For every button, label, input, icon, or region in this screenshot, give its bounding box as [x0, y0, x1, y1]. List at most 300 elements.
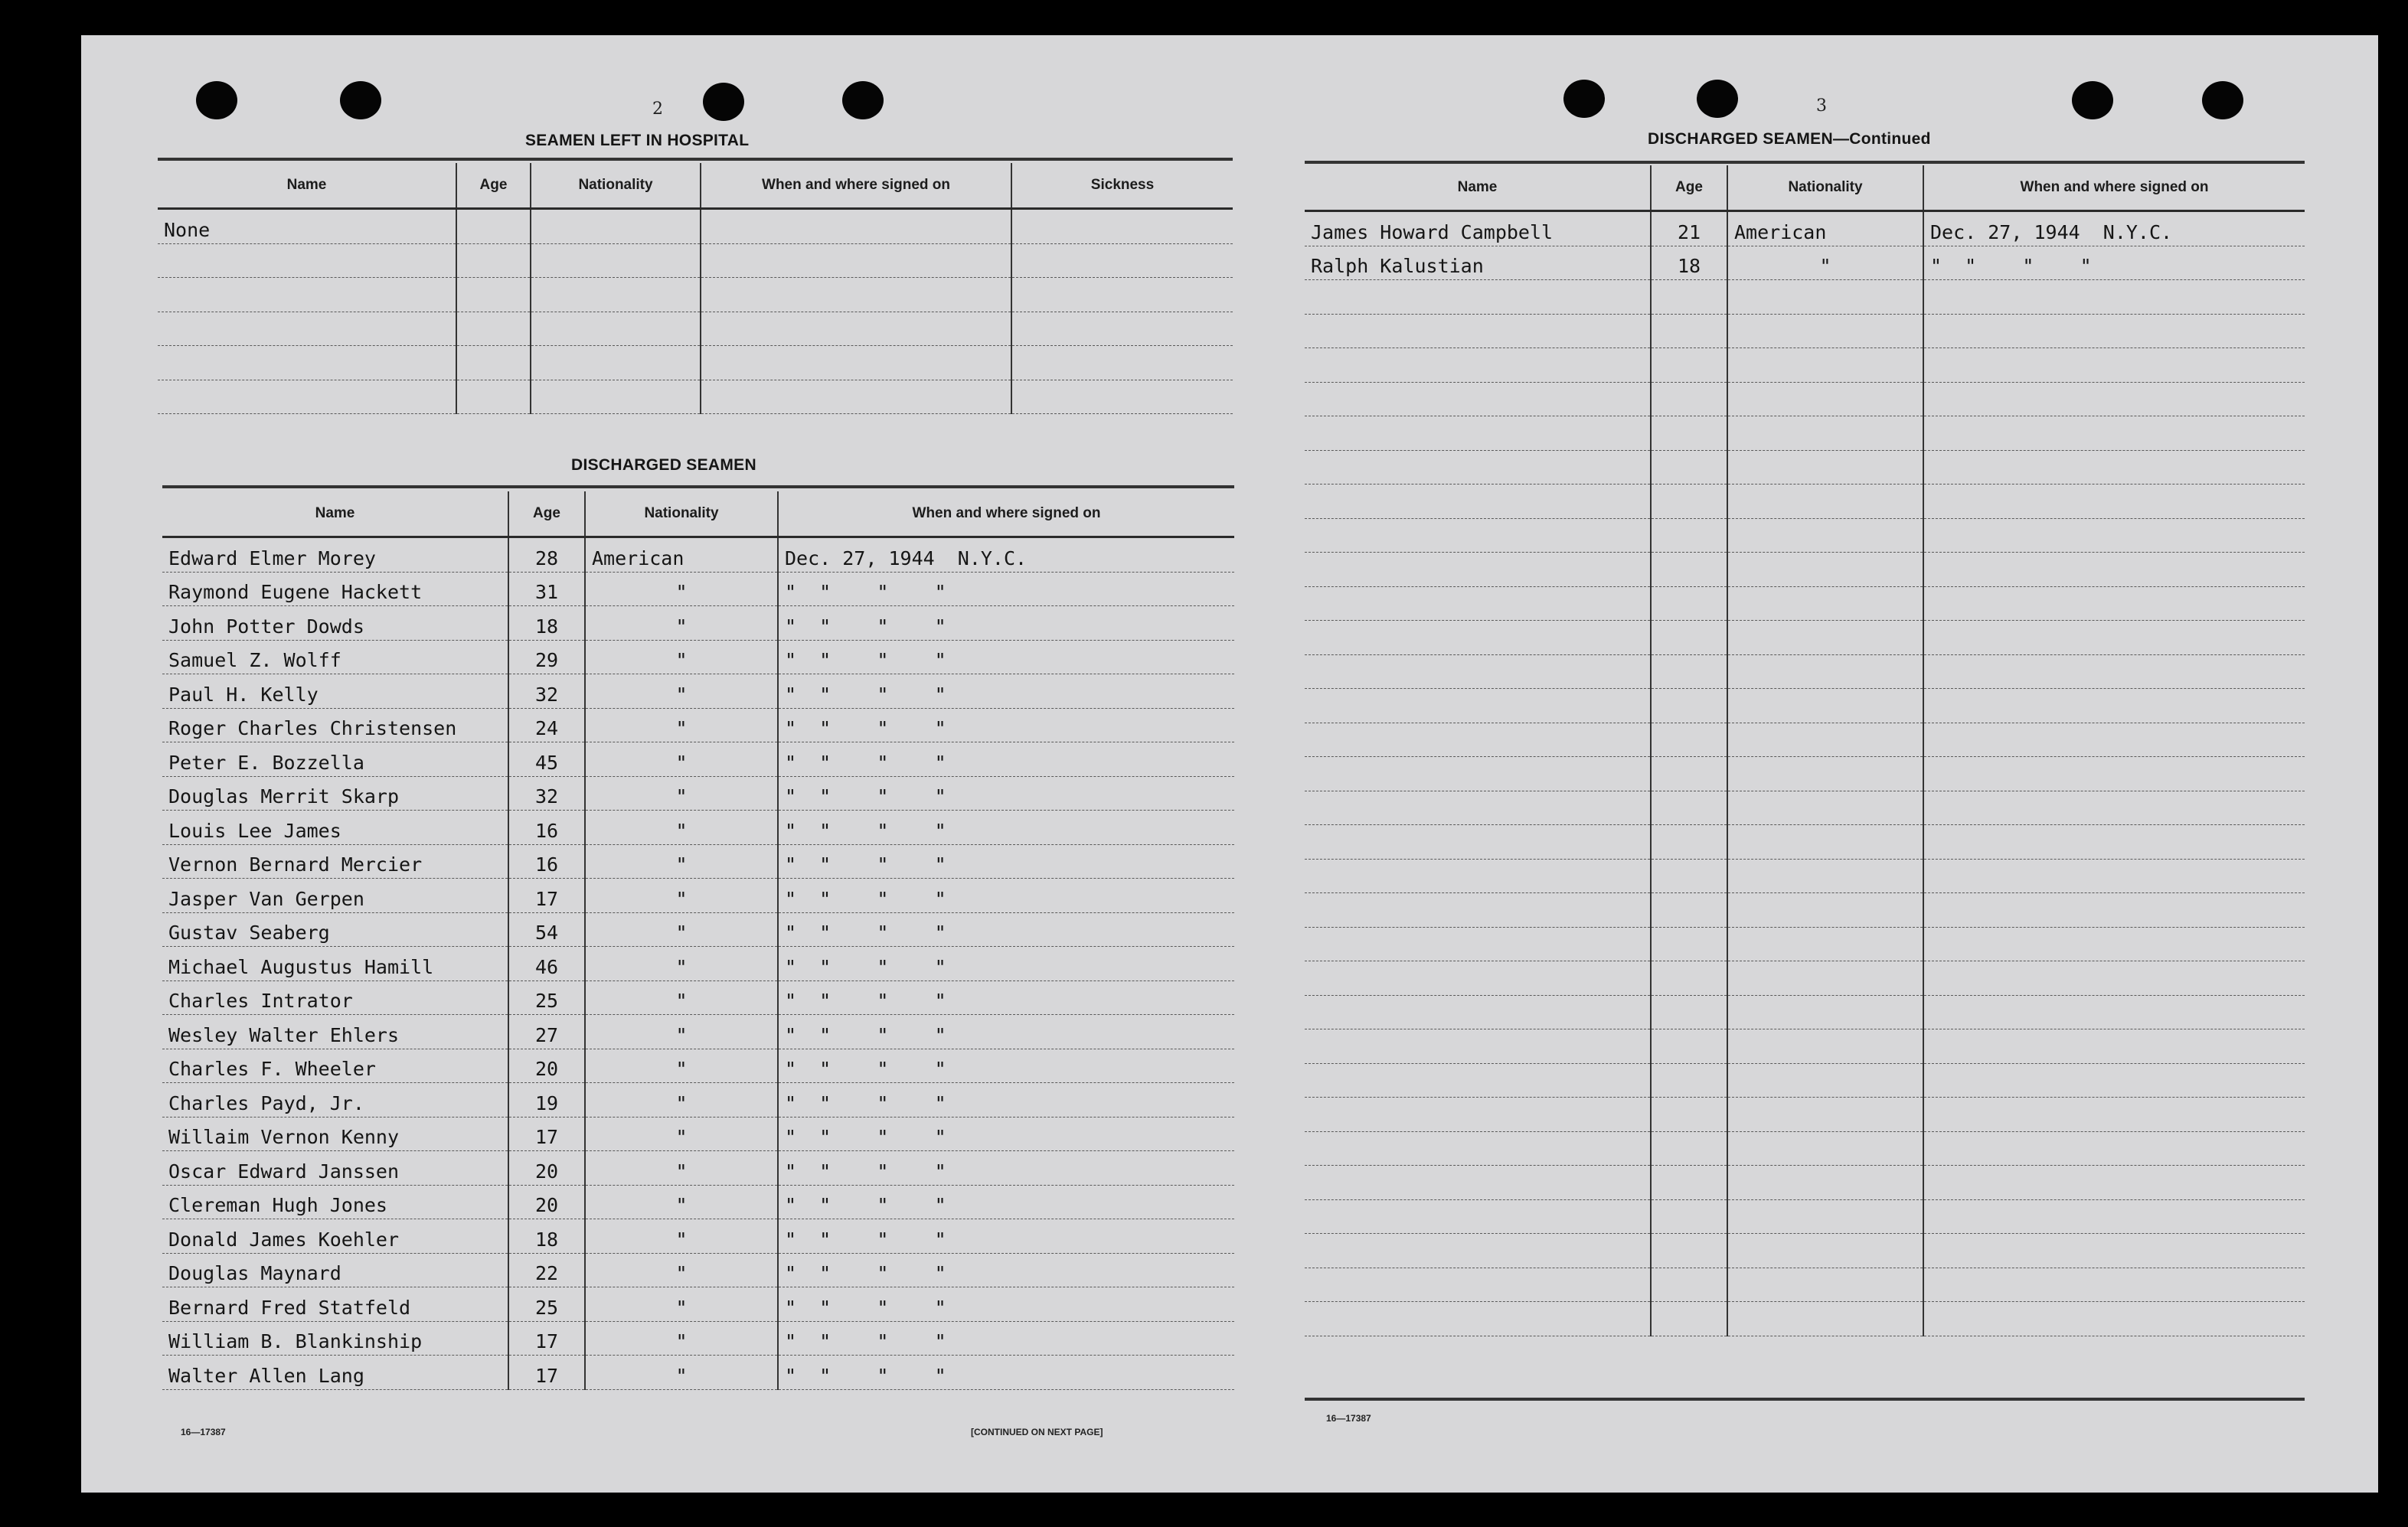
hospital-table-rule [158, 158, 1233, 161]
table-row [162, 879, 1234, 913]
nationality-cell: " [585, 742, 778, 777]
column-header-name: Name [1305, 165, 1651, 211]
age-cell: 28 [508, 537, 585, 573]
age-cell [1651, 1029, 1727, 1064]
table-row [162, 811, 1234, 845]
signed-on-cell: " " " " [778, 674, 1234, 709]
nationality-cell: " [585, 1185, 778, 1219]
name-cell [1305, 961, 1651, 996]
name-cell [1305, 586, 1651, 621]
age-cell: 31 [508, 572, 585, 606]
signed-on-cell: " " " " [778, 1151, 1234, 1186]
age-cell: 21 [1651, 211, 1727, 246]
table-row [162, 844, 1234, 879]
age-cell [1651, 1234, 1727, 1268]
hospital-table [158, 163, 1233, 414]
table-row [1305, 621, 2305, 655]
signed-on-cell: " " " " [778, 606, 1234, 641]
name-cell [1305, 825, 1651, 860]
age-cell: 25 [508, 1287, 585, 1322]
name-cell [158, 278, 456, 312]
column-header-name: Name [158, 163, 456, 209]
nationality-cell [1727, 621, 1923, 655]
age-cell [1651, 382, 1727, 416]
age-cell [1651, 757, 1727, 791]
table-row [1305, 1098, 2305, 1132]
nationality-cell: " [1727, 246, 1923, 280]
name-cell: Charles Payd, Jr. [162, 1083, 508, 1118]
name-cell: Wesley Walter Ehlers [162, 1015, 508, 1049]
age-cell [1651, 553, 1727, 587]
age-cell [1651, 518, 1727, 553]
nationality-cell [1727, 791, 1923, 825]
nationality-cell [1727, 1029, 1923, 1064]
table-row [162, 1117, 1234, 1151]
continued-table-bottom-rule [1305, 1398, 2305, 1401]
nationality-cell [1727, 1199, 1923, 1234]
continued-section-title: DISCHARGED SEAMEN—Continued [1648, 130, 1931, 148]
age-cell [1651, 689, 1727, 723]
age-cell: 46 [508, 947, 585, 981]
name-cell: Michael Augustus Hamill [162, 947, 508, 981]
nationality-cell [1727, 382, 1923, 416]
table-row [1305, 314, 2305, 348]
table-row [1305, 1268, 2305, 1302]
age-cell [1651, 280, 1727, 315]
name-cell [1305, 1098, 1651, 1132]
nationality-cell [1727, 927, 1923, 961]
hospital-section-title: SEAMEN LEFT IN HOSPITAL [525, 132, 750, 149]
nationality-cell: " [585, 1253, 778, 1287]
signed-on-cell [1923, 791, 2305, 825]
table-row [162, 708, 1234, 742]
table-row [1305, 246, 2305, 280]
table-row [162, 537, 1234, 573]
table-row [162, 606, 1234, 641]
table-row [162, 1253, 1234, 1287]
name-cell: Donald James Koehler [162, 1219, 508, 1254]
column-header-signed-on: When and where signed on [778, 491, 1234, 537]
signed-on-cell [1923, 1234, 2305, 1268]
name-cell [1305, 553, 1651, 587]
column-header-nationality: Nationality [531, 163, 701, 209]
name-cell: Charles Intrator [162, 980, 508, 1015]
signed-on-cell: " " " " [778, 1253, 1234, 1287]
name-cell [1305, 995, 1651, 1029]
table-row [162, 1083, 1234, 1118]
name-cell [1305, 348, 1651, 383]
nationality-cell [1727, 723, 1923, 757]
name-cell [1305, 416, 1651, 451]
signed-on-cell: " " " " [778, 742, 1234, 777]
nationality-cell [1727, 859, 1923, 893]
nationality-cell [1727, 825, 1923, 860]
name-cell [1305, 485, 1651, 519]
nationality-cell: " [585, 1151, 778, 1186]
column-header-nationality: Nationality [1727, 165, 1923, 211]
nationality-cell: " [585, 572, 778, 606]
table-row [162, 1049, 1234, 1083]
nationality-cell [1727, 961, 1923, 996]
age-cell [456, 209, 531, 244]
age-cell: 29 [508, 640, 585, 674]
nationality-cell: " [585, 811, 778, 845]
column-header-age: Age [1651, 165, 1727, 211]
signed-on-cell: " " " " [778, 1083, 1234, 1118]
nationality-cell [1727, 689, 1923, 723]
sickness-cell [1011, 380, 1233, 414]
name-cell: Charles F. Wheeler [162, 1049, 508, 1083]
signed-on-cell [701, 312, 1011, 346]
age-cell [1651, 621, 1727, 655]
name-cell: Vernon Bernard Mercier [162, 844, 508, 879]
table-row [162, 1219, 1234, 1254]
table-row [162, 1321, 1234, 1356]
nationality-cell: " [585, 1049, 778, 1083]
name-cell [1305, 859, 1651, 893]
name-cell [1305, 1063, 1651, 1098]
age-cell: 20 [508, 1151, 585, 1186]
name-cell: Ralph Kalustian [1305, 246, 1651, 280]
nationality-cell: " [585, 1321, 778, 1356]
table-row [158, 209, 1233, 244]
signed-on-cell: " " " " [778, 811, 1234, 845]
signed-on-cell [701, 278, 1011, 312]
signed-on-cell: " " " " [778, 1049, 1234, 1083]
column-header-age: Age [508, 491, 585, 537]
nationality-cell [1727, 1234, 1923, 1268]
nationality-cell [1727, 1098, 1923, 1132]
nationality-cell: " [585, 1015, 778, 1049]
nationality-cell: " [585, 606, 778, 641]
age-cell: 18 [1651, 246, 1727, 280]
nationality-cell [1727, 654, 1923, 689]
punch-hole [842, 81, 884, 119]
age-cell: 54 [508, 912, 585, 947]
age-cell: 16 [508, 844, 585, 879]
table-row [1305, 1199, 2305, 1234]
nationality-cell: " [585, 1287, 778, 1322]
age-cell [1651, 314, 1727, 348]
name-cell: William B. Blankinship [162, 1321, 508, 1356]
signed-on-cell: " " " " [778, 980, 1234, 1015]
signed-on-cell: " " " " [778, 640, 1234, 674]
table-row [1305, 1234, 2305, 1268]
continued-table-rule [1305, 161, 2305, 164]
age-cell: 17 [508, 1117, 585, 1151]
age-cell [1651, 723, 1727, 757]
table-row [1305, 586, 2305, 621]
continued-note: [CONTINUED ON NEXT PAGE] [971, 1427, 1103, 1437]
age-cell [456, 312, 531, 346]
nationality-cell [1727, 314, 1923, 348]
nationality-cell [531, 209, 701, 244]
age-cell: 45 [508, 742, 585, 777]
signed-on-cell: " " " " [778, 879, 1234, 913]
age-cell: 32 [508, 776, 585, 811]
table-row [1305, 1029, 2305, 1064]
name-cell: Oscar Edward Janssen [162, 1151, 508, 1186]
nationality-cell [531, 243, 701, 278]
table-row [1305, 654, 2305, 689]
signed-on-cell: " " " " [778, 1321, 1234, 1356]
table-row [158, 346, 1233, 380]
discharged-table [162, 491, 1234, 1390]
nationality-cell [1727, 1268, 1923, 1302]
name-cell: None [158, 209, 456, 244]
name-cell [1305, 723, 1651, 757]
nationality-cell [1727, 1131, 1923, 1166]
nationality-cell: " [585, 708, 778, 742]
column-header-sickness: Sickness [1011, 163, 1233, 209]
signed-on-cell [1923, 586, 2305, 621]
signed-on-cell: " " " " [778, 1356, 1234, 1390]
nationality-cell [1727, 348, 1923, 383]
table-row [162, 947, 1234, 981]
nationality-cell [1727, 1063, 1923, 1098]
signed-on-cell [1923, 621, 2305, 655]
signed-on-cell [1923, 280, 2305, 315]
name-cell: Clereman Hugh Jones [162, 1185, 508, 1219]
table-row [1305, 791, 2305, 825]
nationality-cell [1727, 450, 1923, 485]
table-row [162, 1356, 1234, 1390]
name-cell [1305, 621, 1651, 655]
nationality-cell [531, 380, 701, 414]
nationality-cell [1727, 893, 1923, 928]
name-cell [1305, 689, 1651, 723]
punch-hole [1697, 80, 1738, 118]
name-cell: Douglas Maynard [162, 1253, 508, 1287]
age-cell [1651, 586, 1727, 621]
name-cell [1305, 314, 1651, 348]
name-cell [158, 346, 456, 380]
signed-on-cell [1923, 689, 2305, 723]
table-row [162, 640, 1234, 674]
signed-on-cell [1923, 485, 2305, 519]
name-cell: James Howard Campbell [1305, 211, 1651, 246]
table-row [1305, 825, 2305, 860]
table-row [162, 1185, 1234, 1219]
age-cell [456, 278, 531, 312]
document-sheet [81, 35, 2378, 1493]
name-cell: Louis Lee James [162, 811, 508, 845]
signed-on-cell: " " " " [778, 844, 1234, 879]
age-cell [1651, 485, 1727, 519]
signed-on-cell [1923, 1063, 2305, 1098]
table-row [1305, 280, 2305, 315]
column-header-signed-on: When and where signed on [1923, 165, 2305, 211]
sickness-cell [1011, 346, 1233, 380]
table-row [1305, 485, 2305, 519]
signed-on-cell: Dec. 27, 1944 N.Y.C. [778, 537, 1234, 573]
signed-on-cell [1923, 1098, 2305, 1132]
age-cell [1651, 1302, 1727, 1336]
name-cell: Walter Allen Lang [162, 1356, 508, 1390]
name-cell [1305, 1268, 1651, 1302]
name-cell [1305, 893, 1651, 928]
table-row [162, 776, 1234, 811]
age-cell: 32 [508, 674, 585, 709]
name-cell [1305, 1029, 1651, 1064]
name-cell: John Potter Dowds [162, 606, 508, 641]
nationality-cell: " [585, 980, 778, 1015]
page-number-right: 3 [1816, 96, 1827, 116]
nationality-cell [1727, 586, 1923, 621]
signed-on-cell [1923, 757, 2305, 791]
table-row [158, 380, 1233, 414]
name-cell [1305, 450, 1651, 485]
form-number-right: 16—17387 [1326, 1413, 1371, 1424]
signed-on-cell [1923, 1131, 2305, 1166]
table-row [1305, 723, 2305, 757]
nationality-cell: " [585, 1219, 778, 1254]
age-cell [1651, 893, 1727, 928]
table-row [1305, 859, 2305, 893]
sickness-cell [1011, 312, 1233, 346]
name-cell [1305, 927, 1651, 961]
table-row [1305, 961, 2305, 996]
nationality-cell: " [585, 879, 778, 913]
table-row [1305, 518, 2305, 553]
table-row [162, 912, 1234, 947]
continued-table [1305, 165, 2305, 1336]
table-row [1305, 382, 2305, 416]
signed-on-cell [1923, 1166, 2305, 1200]
table-row [162, 1287, 1234, 1322]
nationality-cell: " [585, 1356, 778, 1390]
age-cell [1651, 825, 1727, 860]
signed-on-cell [1923, 961, 2305, 996]
name-cell [1305, 757, 1651, 791]
signed-on-cell [1923, 450, 2305, 485]
table-row [162, 572, 1234, 606]
signed-on-cell [1923, 553, 2305, 587]
table-row [162, 742, 1234, 777]
nationality-cell [1727, 280, 1923, 315]
signed-on-cell: " " " " [778, 947, 1234, 981]
nationality-cell [1727, 518, 1923, 553]
age-cell: 27 [508, 1015, 585, 1049]
signed-on-cell [701, 209, 1011, 244]
name-cell [158, 380, 456, 414]
discharged-section-title: DISCHARGED SEAMEN [571, 456, 756, 474]
table-row [1305, 1302, 2305, 1336]
table-row [1305, 893, 2305, 928]
age-cell: 17 [508, 879, 585, 913]
signed-on-cell: Dec. 27, 1944 N.Y.C. [1923, 211, 2305, 246]
nationality-cell [1727, 485, 1923, 519]
name-cell [1305, 1234, 1651, 1268]
nationality-cell: " [585, 947, 778, 981]
signed-on-cell [1923, 893, 2305, 928]
age-cell [456, 243, 531, 278]
name-cell [1305, 518, 1651, 553]
signed-on-cell [1923, 1029, 2305, 1064]
name-cell: Edward Elmer Morey [162, 537, 508, 573]
signed-on-cell [701, 346, 1011, 380]
signed-on-cell [1923, 348, 2305, 383]
signed-on-cell: " " " " [1923, 246, 2305, 280]
age-cell: 20 [508, 1185, 585, 1219]
table-row [1305, 689, 2305, 723]
age-cell [1651, 450, 1727, 485]
signed-on-cell: " " " " [778, 572, 1234, 606]
name-cell [1305, 280, 1651, 315]
nationality-cell [1727, 416, 1923, 451]
signed-on-cell: " " " " [778, 1117, 1234, 1151]
table-row [1305, 1166, 2305, 1200]
nationality-cell: " [585, 776, 778, 811]
name-cell [1305, 1302, 1651, 1336]
age-cell [1651, 791, 1727, 825]
signed-on-cell: " " " " [778, 708, 1234, 742]
table-row [1305, 1131, 2305, 1166]
nationality-cell: " [585, 1117, 778, 1151]
table-row [1305, 995, 2305, 1029]
nationality-cell [531, 312, 701, 346]
age-cell [456, 346, 531, 380]
table-row [1305, 211, 2305, 246]
nationality-cell [1727, 995, 1923, 1029]
age-cell [456, 380, 531, 414]
sickness-cell [1011, 243, 1233, 278]
nationality-cell: American [585, 537, 778, 573]
age-cell [1651, 416, 1727, 451]
table-row [1305, 927, 2305, 961]
nationality-cell: " [585, 674, 778, 709]
signed-on-cell [1923, 1268, 2305, 1302]
form-number-left: 16—17387 [181, 1427, 226, 1437]
name-cell: Douglas Merrit Skarp [162, 776, 508, 811]
name-cell: Raymond Eugene Hackett [162, 572, 508, 606]
age-cell [1651, 348, 1727, 383]
signed-on-cell [1923, 859, 2305, 893]
age-cell [1651, 1098, 1727, 1132]
column-header-age: Age [456, 163, 531, 209]
signed-on-cell: " " " " [778, 1185, 1234, 1219]
signed-on-cell: " " " " [778, 776, 1234, 811]
table-row [162, 980, 1234, 1015]
column-header-name: Name [162, 491, 508, 537]
punch-hole [340, 81, 381, 119]
table-row [162, 1151, 1234, 1186]
age-cell [1651, 995, 1727, 1029]
age-cell: 25 [508, 980, 585, 1015]
signed-on-cell [1923, 1199, 2305, 1234]
age-cell: 16 [508, 811, 585, 845]
nationality-cell: " [585, 640, 778, 674]
page-number-left: 2 [652, 100, 663, 119]
signed-on-cell [1923, 518, 2305, 553]
signed-on-cell [1923, 416, 2305, 451]
punch-hole [196, 81, 237, 119]
age-cell [1651, 1268, 1727, 1302]
age-cell [1651, 1199, 1727, 1234]
table-row [1305, 450, 2305, 485]
name-cell: Paul H. Kelly [162, 674, 508, 709]
age-cell: 18 [508, 606, 585, 641]
nationality-cell: " [585, 1083, 778, 1118]
age-cell [1651, 961, 1727, 996]
nationality-cell [1727, 1302, 1923, 1336]
table-row [1305, 416, 2305, 451]
table-row [158, 278, 1233, 312]
column-header-nationality: Nationality [585, 491, 778, 537]
signed-on-cell [1923, 825, 2305, 860]
name-cell: Jasper Van Gerpen [162, 879, 508, 913]
signed-on-cell [1923, 1302, 2305, 1336]
